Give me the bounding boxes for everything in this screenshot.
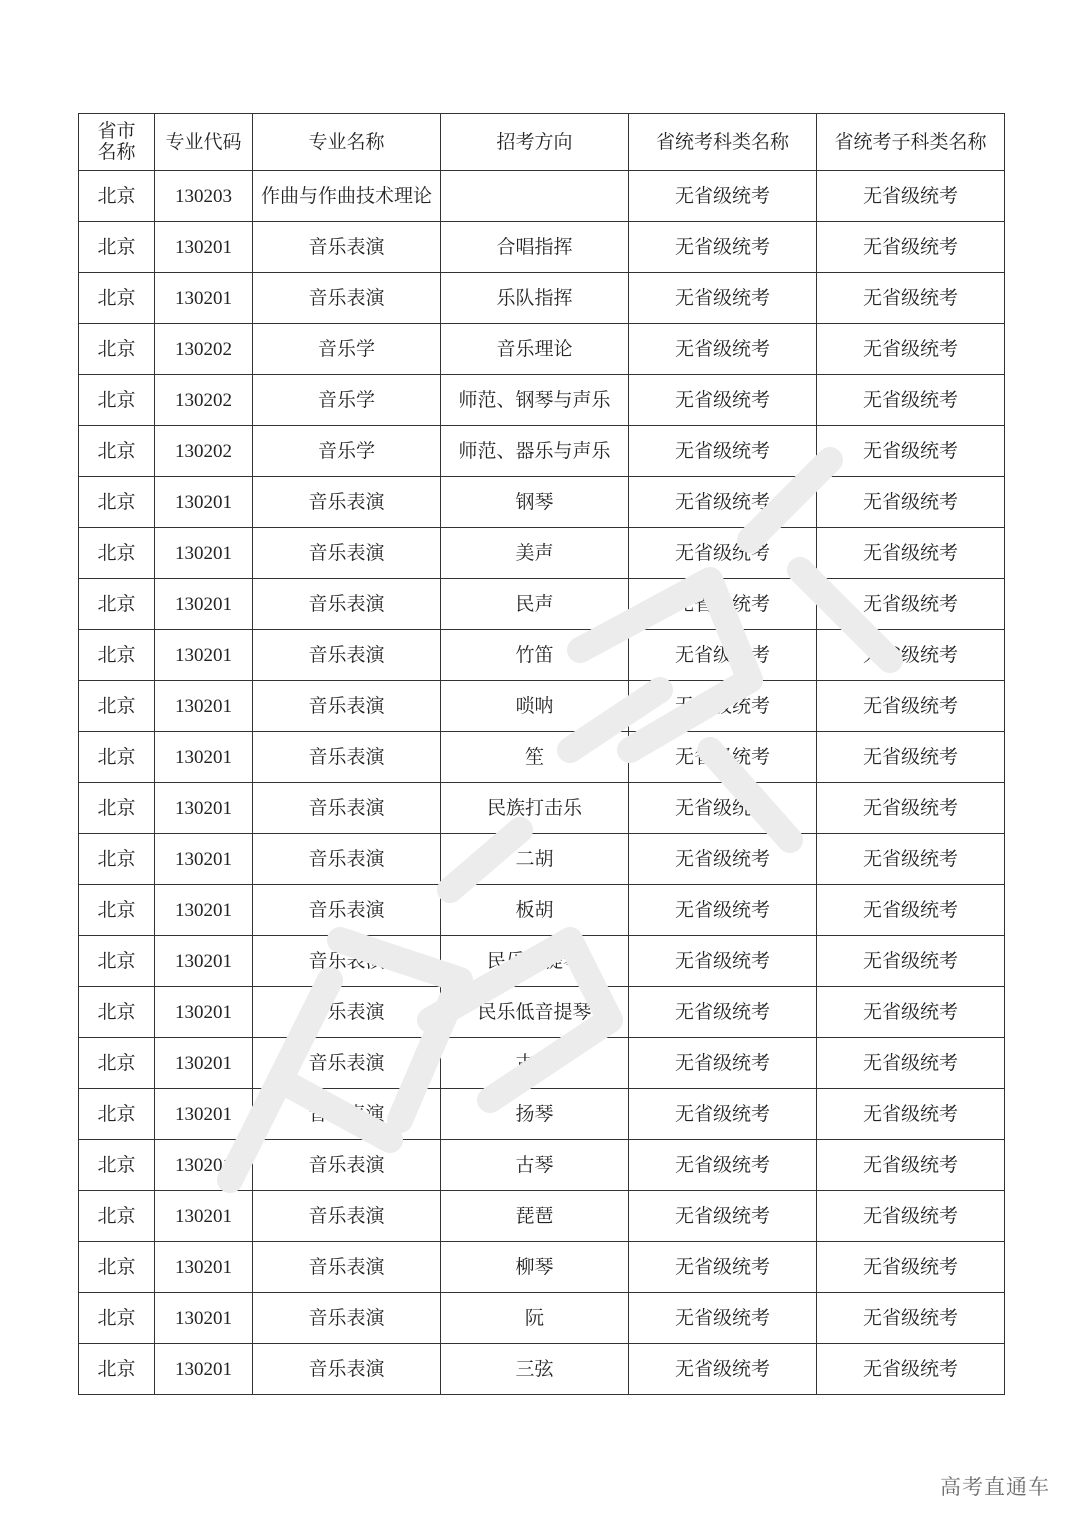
table-row: [79, 834, 1005, 885]
cell-subcategory: 无省级统考: [817, 1191, 1005, 1242]
cell-major: 音乐学: [253, 426, 441, 477]
table-row: [79, 1140, 1005, 1191]
cell-direction: 唢呐: [441, 681, 629, 732]
cell-major: 音乐表演: [253, 885, 441, 936]
cell-major: 音乐表演: [253, 987, 441, 1038]
header-direction: 招考方向: [441, 114, 629, 171]
cell-direction: 古筝: [441, 1038, 629, 1089]
cell-major: 音乐表演: [253, 477, 441, 528]
cell-major: 音乐表演: [253, 222, 441, 273]
header-category: 省统考科类名称: [629, 114, 817, 171]
cell-category: 无省级统考: [629, 987, 817, 1038]
cell-direction: 民族打击乐: [441, 783, 629, 834]
cell-category: 无省级统考: [629, 1242, 817, 1293]
cell-code: 130201: [155, 885, 253, 936]
cell-major: 音乐表演: [253, 783, 441, 834]
table-row: [79, 477, 1005, 528]
cell-province: 北京: [79, 324, 155, 375]
cell-direction: 琵琶: [441, 1191, 629, 1242]
cell-direction: 古琴: [441, 1140, 629, 1191]
header-province-line-1: 省市: [97, 120, 136, 142]
cell-subcategory: 无省级统考: [817, 273, 1005, 324]
cell-category: 无省级统考: [629, 1089, 817, 1140]
cell-code: 130201: [155, 1242, 253, 1293]
cell-major: 音乐表演: [253, 630, 441, 681]
cell-major: 音乐表演: [253, 1038, 441, 1089]
cell-major: 音乐表演: [253, 273, 441, 324]
cell-code: 130201: [155, 630, 253, 681]
cell-subcategory: 无省级统考: [817, 171, 1005, 222]
cell-direction: 民乐大提琴: [441, 936, 629, 987]
cell-major: 音乐表演: [253, 528, 441, 579]
cell-code: 130201: [155, 579, 253, 630]
cell-province: 北京: [79, 681, 155, 732]
cell-province: 北京: [79, 528, 155, 579]
cell-major: 音乐表演: [253, 1293, 441, 1344]
cell-code: 130201: [155, 1293, 253, 1344]
cell-province: 北京: [79, 732, 155, 783]
cell-category: 无省级统考: [629, 528, 817, 579]
cell-code: 130201: [155, 222, 253, 273]
cell-province: 北京: [79, 885, 155, 936]
cell-major: 音乐表演: [253, 1242, 441, 1293]
cell-subcategory: 无省级统考: [817, 630, 1005, 681]
cell-category: 无省级统考: [629, 1293, 817, 1344]
cell-subcategory: 无省级统考: [817, 375, 1005, 426]
cell-category: 无省级统考: [629, 936, 817, 987]
cell-major: 作曲与作曲技术理论: [253, 171, 441, 222]
cell-category: 无省级统考: [629, 477, 817, 528]
cell-major: 音乐学: [253, 375, 441, 426]
table-row: [79, 273, 1005, 324]
cell-direction: 合唱指挥: [441, 222, 629, 273]
cell-category: 无省级统考: [629, 681, 817, 732]
cell-code: 130201: [155, 477, 253, 528]
cell-direction: 笙: [441, 732, 629, 783]
cell-direction: 民声: [441, 579, 629, 630]
cell-code: 130203: [155, 171, 253, 222]
cell-subcategory: 无省级统考: [817, 528, 1005, 579]
table-row: [79, 1344, 1005, 1395]
table-row: [79, 732, 1005, 783]
header-province-line-2: 名称: [97, 141, 136, 163]
cell-province: 北京: [79, 579, 155, 630]
cell-code: 130201: [155, 834, 253, 885]
cell-province: 北京: [79, 1242, 155, 1293]
cell-major: 音乐表演: [253, 732, 441, 783]
cell-subcategory: 无省级统考: [817, 579, 1005, 630]
cell-subcategory: 无省级统考: [817, 681, 1005, 732]
table-row: [79, 1242, 1005, 1293]
table-row: [79, 1089, 1005, 1140]
table-row: [79, 936, 1005, 987]
cell-direction: 民乐低音提琴: [441, 987, 629, 1038]
cell-code: 130201: [155, 528, 253, 579]
cell-subcategory: 无省级统考: [817, 987, 1005, 1038]
table-row: [79, 375, 1005, 426]
cell-subcategory: 无省级统考: [817, 1089, 1005, 1140]
table-header: [79, 114, 1005, 171]
table-body: [79, 171, 1005, 1395]
table-row: [79, 222, 1005, 273]
cell-subcategory: 无省级统考: [817, 1038, 1005, 1089]
cell-category: 无省级统考: [629, 732, 817, 783]
cell-province: 北京: [79, 171, 155, 222]
table-row: [79, 630, 1005, 681]
cell-category: 无省级统考: [629, 273, 817, 324]
header-major: 专业名称: [253, 114, 441, 171]
cell-major: 音乐表演: [253, 1089, 441, 1140]
cell-major: 音乐表演: [253, 681, 441, 732]
cell-direction: 阮: [441, 1293, 629, 1344]
header-subcategory: 省统考子科类名称: [817, 114, 1005, 171]
table-row: [79, 426, 1005, 477]
cell-subcategory: 无省级统考: [817, 1140, 1005, 1191]
cell-code: 130201: [155, 1089, 253, 1140]
cell-category: 无省级统考: [629, 579, 817, 630]
table-row: [79, 1038, 1005, 1089]
cell-province: 北京: [79, 987, 155, 1038]
cell-subcategory: 无省级统考: [817, 426, 1005, 477]
cell-direction: 二胡: [441, 834, 629, 885]
cell-direction: 乐队指挥: [441, 273, 629, 324]
header-row: [79, 114, 1005, 171]
cell-code: 130201: [155, 1140, 253, 1191]
cell-code: 130202: [155, 375, 253, 426]
cell-direction: [441, 171, 629, 222]
cell-code: 130201: [155, 1344, 253, 1395]
cell-direction: 板胡: [441, 885, 629, 936]
cell-code: 130201: [155, 273, 253, 324]
specialty-table: [78, 113, 1005, 1395]
cell-province: 北京: [79, 936, 155, 987]
table-row: [79, 681, 1005, 732]
cell-subcategory: 无省级统考: [817, 885, 1005, 936]
cell-subcategory: 无省级统考: [817, 324, 1005, 375]
table-row: [79, 885, 1005, 936]
table-row: [79, 783, 1005, 834]
cell-code: 130201: [155, 732, 253, 783]
cell-code: 130201: [155, 1038, 253, 1089]
table-row: [79, 1293, 1005, 1344]
cell-category: 无省级统考: [629, 324, 817, 375]
cell-direction: 美声: [441, 528, 629, 579]
cell-subcategory: 无省级统考: [817, 477, 1005, 528]
cell-subcategory: 无省级统考: [817, 732, 1005, 783]
cell-province: 北京: [79, 1191, 155, 1242]
cell-province: 北京: [79, 1293, 155, 1344]
cell-direction: 师范、器乐与声乐: [441, 426, 629, 477]
cell-province: 北京: [79, 1140, 155, 1191]
cell-major: 音乐表演: [253, 1140, 441, 1191]
cell-category: 无省级统考: [629, 1344, 817, 1395]
header-province: [79, 114, 155, 171]
cell-major: 音乐表演: [253, 1191, 441, 1242]
cell-direction: 钢琴: [441, 477, 629, 528]
table-row: [79, 579, 1005, 630]
cell-subcategory: 无省级统考: [817, 1344, 1005, 1395]
cell-category: 无省级统考: [629, 426, 817, 477]
cell-province: 北京: [79, 375, 155, 426]
table-row: [79, 528, 1005, 579]
cell-province: 北京: [79, 630, 155, 681]
cell-code: 130201: [155, 1191, 253, 1242]
cell-code: 130201: [155, 987, 253, 1038]
cell-category: 无省级统考: [629, 885, 817, 936]
cell-code: 130202: [155, 426, 253, 477]
cell-province: 北京: [79, 222, 155, 273]
cell-category: 无省级统考: [629, 222, 817, 273]
cell-subcategory: 无省级统考: [817, 222, 1005, 273]
cell-category: 无省级统考: [629, 1038, 817, 1089]
cell-province: 北京: [79, 273, 155, 324]
cell-category: 无省级统考: [629, 1140, 817, 1191]
cell-direction: 柳琴: [441, 1242, 629, 1293]
cell-category: 无省级统考: [629, 171, 817, 222]
cell-subcategory: 无省级统考: [817, 936, 1005, 987]
cell-subcategory: 无省级统考: [817, 1293, 1005, 1344]
header-code: 专业代码: [155, 114, 253, 171]
cell-code: 130202: [155, 324, 253, 375]
cell-subcategory: 无省级统考: [817, 1242, 1005, 1293]
cell-direction: 音乐理论: [441, 324, 629, 375]
cell-category: 无省级统考: [629, 834, 817, 885]
cell-province: 北京: [79, 1344, 155, 1395]
cell-category: 无省级统考: [629, 375, 817, 426]
cell-province: 北京: [79, 426, 155, 477]
cell-direction: 师范、钢琴与声乐: [441, 375, 629, 426]
cell-major: 音乐表演: [253, 579, 441, 630]
cell-category: 无省级统考: [629, 1191, 817, 1242]
cell-category: 无省级统考: [629, 630, 817, 681]
cell-major: 音乐表演: [253, 834, 441, 885]
cell-province: 北京: [79, 834, 155, 885]
cell-province: 北京: [79, 1038, 155, 1089]
cell-major: 音乐表演: [253, 936, 441, 987]
cell-code: 130201: [155, 681, 253, 732]
cell-province: 北京: [79, 1089, 155, 1140]
cell-direction: 扬琴: [441, 1089, 629, 1140]
table-row: [79, 324, 1005, 375]
cell-major: 音乐学: [253, 324, 441, 375]
cell-category: 无省级统考: [629, 783, 817, 834]
table-row: [79, 1191, 1005, 1242]
cell-direction: 竹笛: [441, 630, 629, 681]
cell-subcategory: 无省级统考: [817, 783, 1005, 834]
table-row: [79, 171, 1005, 222]
cell-direction: 三弦: [441, 1344, 629, 1395]
footer-brand: 高考直通车: [940, 1475, 1050, 1499]
cell-code: 130201: [155, 936, 253, 987]
cell-subcategory: 无省级统考: [817, 834, 1005, 885]
cell-major: 音乐表演: [253, 1344, 441, 1395]
cell-province: 北京: [79, 477, 155, 528]
cell-province: 北京: [79, 783, 155, 834]
cell-code: 130201: [155, 783, 253, 834]
table-row: [79, 987, 1005, 1038]
